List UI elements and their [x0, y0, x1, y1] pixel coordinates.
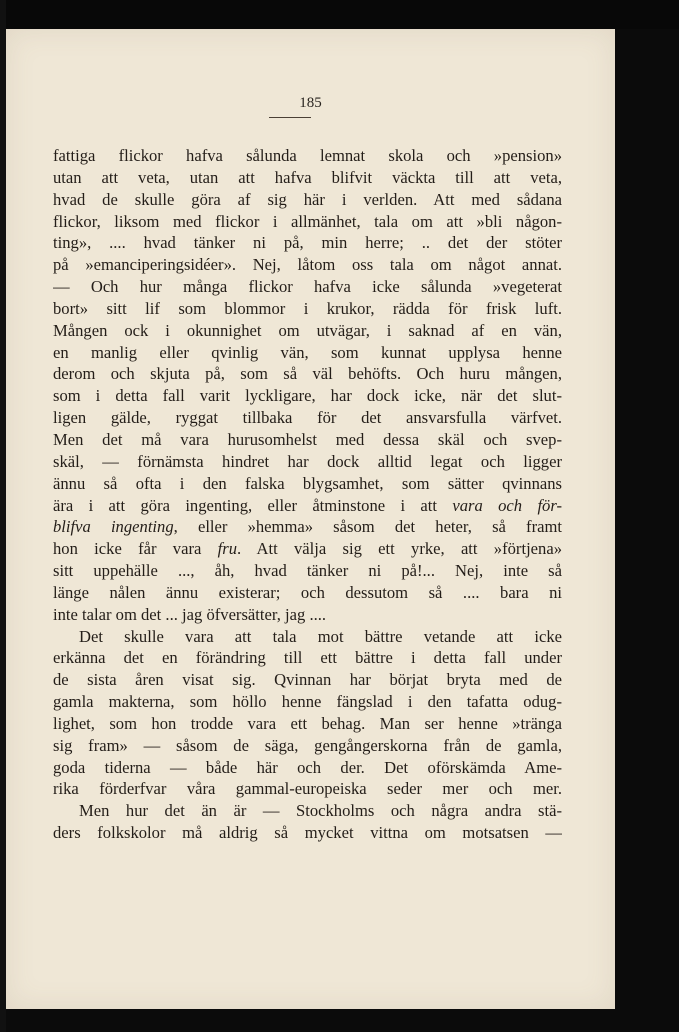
text-line [53, 298, 562, 320]
text-line [53, 342, 562, 364]
line-text: gamla makterna, som höllo henne fängslad i den tafatta odug- [53, 692, 562, 712]
text-line [53, 429, 562, 451]
text-line [53, 495, 562, 517]
text-line [53, 757, 562, 779]
line-text: utan att veta, utan att hafva blifvit väckta till att veta, [53, 167, 562, 187]
line-text: länge nålen ännu existerar; och dessutom så .... bara ni [53, 582, 562, 602]
line-text: derom och skjuta på, som så väl behöfts. Och huru mången, [53, 364, 562, 384]
line-text: sitt uppehälle ..., åh, hvad tänker ni på!... Nej, inte så [53, 561, 562, 581]
line-text: de sista åren visat sig. Qvinnan har börjat bryta med de [53, 670, 562, 690]
line-text: fattiga flickor hafva sålunda lemnat skola och »pension» [53, 146, 562, 165]
italic-text: blifva ingenting [53, 517, 174, 537]
text-line [53, 451, 562, 473]
line-text: Men det må vara hurusomhelst med dessa skäl och svep- [53, 429, 562, 449]
line-text: erkänna det en förändring till ett bättre i detta fall under [53, 648, 562, 668]
line-text: som i detta fall varit lyckligare, har dock icke, när det slut- [53, 386, 562, 406]
line-text: ders folkskolor må aldrig så mycket vittna om motsatsen — [53, 823, 562, 843]
line-text: ära i att göra ingenting, eller åtminstone i att [53, 495, 453, 515]
text-line [53, 691, 562, 713]
text-line [53, 538, 562, 560]
text-line [53, 647, 562, 669]
line-text: flickor, liksom med flickor i allmänhet, tala om att »bli någon- [53, 211, 562, 231]
text-line [53, 189, 562, 211]
text-line [53, 385, 562, 407]
line-text: Men hur det än är — Stockholms och några andra stä- [79, 801, 562, 821]
text-line [53, 516, 562, 538]
text-line [53, 254, 562, 276]
line-text: skäl, — förnämsta hindret har dock alltid legat och ligger [53, 451, 562, 471]
text-line [53, 473, 562, 495]
text-line [53, 232, 562, 254]
text-line [53, 407, 562, 429]
line-text: ännu så ofta i den falska blygsamhet, som sätter qvinnans [53, 473, 562, 493]
text-line [53, 778, 562, 800]
line-text: Det skulle vara att tala mot bättre vetande att icke [79, 626, 562, 646]
line-text: hvad de skulle göra af sig här i verlden. Att med sådana [53, 189, 562, 209]
text-line [53, 604, 562, 626]
text-line [53, 167, 562, 189]
line-text: rika förderfvar våra gammal-europeiska seder mer och mer. [53, 779, 562, 799]
page-number-rule [269, 117, 311, 118]
line-text: på »emanciperingsidéer». Nej, låtom oss tala om något annat. [53, 255, 562, 275]
text-line [53, 276, 562, 298]
line-text: sig fram» — såsom de säga, gengångerskorna från de gamla, [53, 735, 562, 755]
text-line [53, 560, 562, 582]
line-text: goda tiderna — både här och der. Det oförskämda Ame- [53, 757, 562, 777]
line-text: lighet, som hon trodde vara ett behag. Man ser henne »tränga [53, 713, 562, 733]
line-text: inte talar om det ... jag öfversätter, jag .... [53, 604, 327, 624]
body-text [53, 145, 562, 844]
text-line [53, 713, 562, 735]
scan-top-border [0, 0, 679, 29]
italic-text: vara och för- [452, 495, 562, 515]
text-line [53, 320, 562, 342]
line-text: en manlig eller qvinlig vän, som kunnat upplysa henne [53, 342, 562, 362]
line-text: bort» sitt lif som blommor i krukor, rädda för frisk luft. [53, 298, 562, 318]
line-text: ligen gälde, ryggat tillbaka för det ansvarsfulla värfvet. [53, 408, 562, 428]
text-line [53, 626, 562, 648]
book-page [6, 29, 615, 1009]
line-text: , eller »hemma» såsom det heter, så framt [173, 517, 562, 537]
page-number: 185 [299, 95, 322, 111]
line-text: hon icke får vara [53, 539, 218, 559]
italic-text: fru [217, 539, 237, 559]
line-text: ting», .... hvad tänker ni på, min herre; .. det der stöter [53, 233, 562, 253]
text-line [53, 145, 562, 167]
text-line [53, 800, 562, 822]
text-line [53, 211, 562, 233]
text-line [53, 669, 562, 691]
line-text-tail: . Att välja sig ett yrke, att »förtjena» [237, 539, 562, 559]
text-line [53, 582, 562, 604]
text-line [53, 363, 562, 385]
text-line [53, 822, 562, 844]
line-text: — Och hur många flickor hafva icke sålunda »vegeterat [53, 277, 562, 297]
line-text: Mången ock i okunnighet om utvägar, i saknad af en vän, [53, 320, 562, 340]
text-line [53, 735, 562, 757]
